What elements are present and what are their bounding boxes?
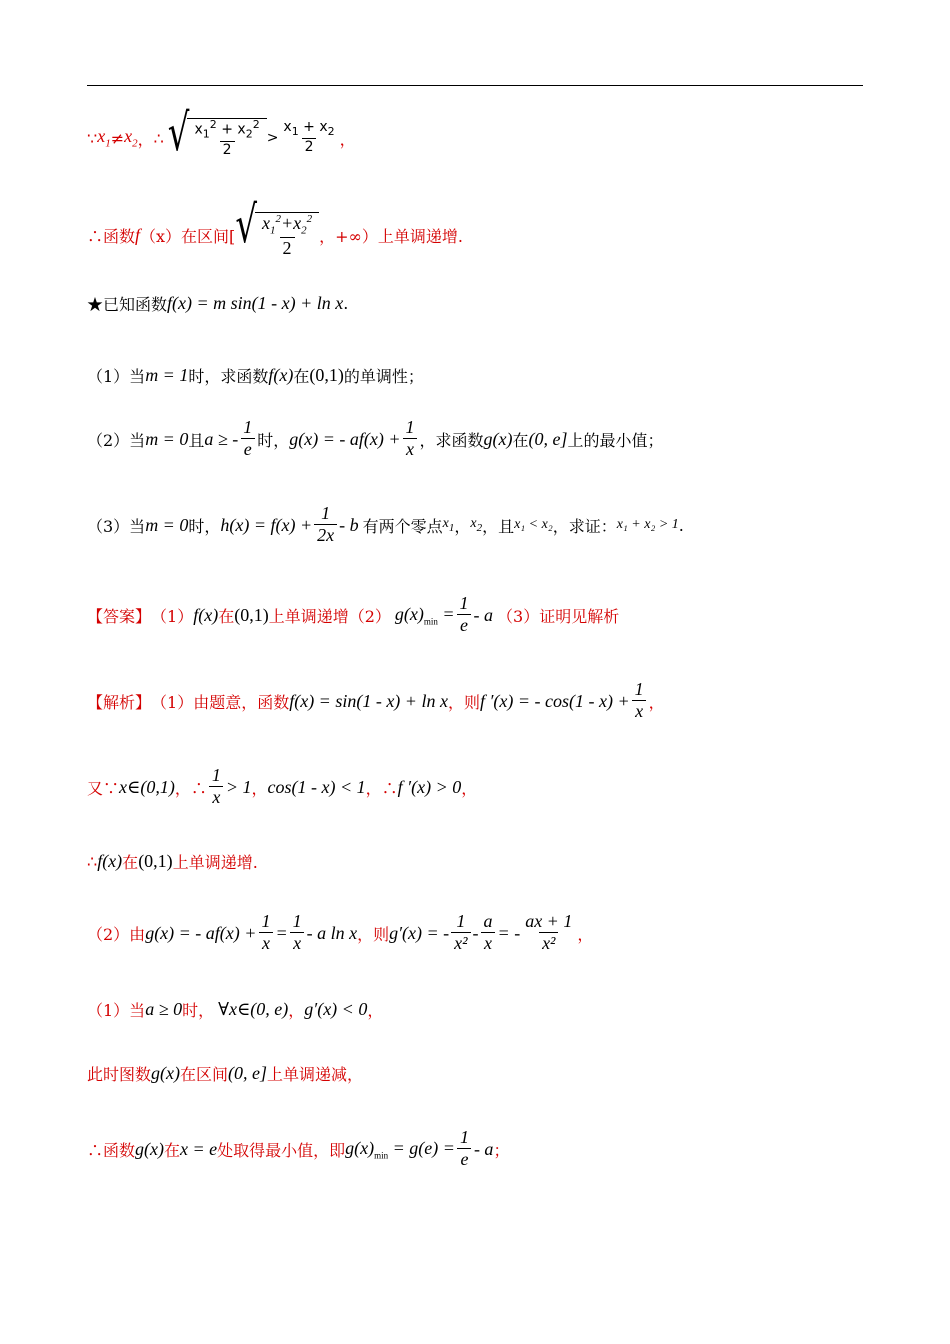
therefore-symbol: ∴ xyxy=(153,128,164,148)
interval: (0, e] xyxy=(228,1063,268,1083)
function-definition: f(x) = m sin(1 - x) + ln x xyxy=(167,293,344,313)
text: （x）在区间[ xyxy=(140,227,236,247)
text: 在 xyxy=(122,853,139,872)
order-condition: x₁ < x₂ xyxy=(514,517,553,533)
text: 上单调递减， xyxy=(267,1065,364,1084)
minus: - xyxy=(472,922,479,943)
text: 此时图数 xyxy=(87,1065,152,1084)
interval: (0, e] xyxy=(528,428,568,449)
forall-domain: ∀x∈(0, e) xyxy=(218,999,289,1019)
question-stem xyxy=(87,292,348,315)
condition: m = 0 xyxy=(145,514,189,535)
text: ★已知函数 xyxy=(87,295,168,314)
mean-fraction: $\frac{x_1 + x_2}{2}$ xyxy=(283,119,335,156)
solution-line-7 xyxy=(87,1128,509,1170)
g-definition: g(x) = - af(x) + xyxy=(289,428,401,449)
x1: $x_1$ xyxy=(97,126,111,150)
minus-a: - a xyxy=(473,604,494,625)
text: ， xyxy=(288,1001,305,1020)
answer-label: 【答案】 xyxy=(87,606,152,626)
equals: = - xyxy=(497,922,521,943)
text: 处取得最小值，即 xyxy=(217,1140,346,1160)
question-1 xyxy=(87,364,424,387)
text: 在 xyxy=(218,606,235,626)
solution-line-6 xyxy=(87,1062,363,1085)
text: （1）当 xyxy=(87,367,146,386)
text: 时， xyxy=(182,1001,215,1020)
text: ，求证： xyxy=(552,516,617,536)
comma: ， xyxy=(339,129,356,149)
text: . xyxy=(678,515,684,535)
text: ，+∞）上单调递增. xyxy=(319,227,463,247)
solution-line-5 xyxy=(87,998,383,1021)
text: ，则 xyxy=(447,692,480,712)
answer-line xyxy=(87,594,619,636)
text: 时， xyxy=(188,516,221,536)
text: （1）由题意，函数 xyxy=(151,692,290,712)
fraction: $\frac{1}{x}$ xyxy=(403,418,418,460)
solution-label: 【解析】 xyxy=(87,692,152,712)
cos-inequality: cos(1 - x) < 1 xyxy=(267,776,366,797)
text: 在 xyxy=(512,430,529,450)
condition: x = e xyxy=(180,1138,218,1159)
text: ， xyxy=(461,778,478,798)
condition: m = 1 xyxy=(145,365,189,385)
text: （2）当 xyxy=(87,430,146,450)
condition: a ≥ 0 xyxy=(145,999,183,1019)
domain: x∈(0,1) xyxy=(119,776,175,797)
text: 且 xyxy=(188,430,205,450)
text: 上单调递增（2） xyxy=(268,606,391,626)
g-min: $g(x)_{min} = g(e)$ = xyxy=(345,1137,455,1161)
text: 在 xyxy=(293,367,310,386)
fraction: $\frac{ax + 1}{\text{x²}}$ xyxy=(525,911,573,953)
function: f(x) xyxy=(268,365,294,385)
text: ∴ xyxy=(87,852,98,871)
inequality: > 1 xyxy=(225,776,252,797)
function: g(x) xyxy=(483,428,513,449)
text: 有两个零点 xyxy=(362,516,443,536)
derivative-negative: g′(x) < 0 xyxy=(304,999,368,1019)
text: 时，求函数 xyxy=(188,367,269,386)
text: . xyxy=(343,294,349,313)
text: ， xyxy=(454,516,471,536)
f-symbol: f xyxy=(135,225,141,246)
derivative: g′(x) = - xyxy=(389,922,450,943)
function: f(x) xyxy=(97,851,123,871)
text: 上单调递增. xyxy=(172,853,258,872)
x2: $x_2$ xyxy=(124,126,138,150)
function: g(x) xyxy=(135,1138,164,1159)
solution-line-2 xyxy=(87,766,477,808)
derivative-positive: f ′(x) > 0 xyxy=(397,776,462,797)
g-definition: g(x) = - af(x) + xyxy=(145,922,257,943)
solution-line-4 xyxy=(87,912,593,954)
text: ，且 xyxy=(482,516,515,536)
text: 在 xyxy=(164,1140,181,1160)
text: ； xyxy=(493,1140,510,1160)
text: （1） xyxy=(151,606,194,626)
text: （3）证明见解析 xyxy=(497,606,620,626)
condition: m = 0 xyxy=(145,428,189,449)
minus-b: - b xyxy=(339,514,359,535)
interval: (0,1) xyxy=(309,365,344,385)
text: 上的最小值； xyxy=(567,430,664,450)
text: 时， xyxy=(257,430,290,450)
line-distinct-roots xyxy=(87,103,356,164)
because-symbol: ∵ xyxy=(87,128,98,148)
g-min: $g(x)_{min}$ = xyxy=(394,603,455,627)
text: ∴函数 xyxy=(87,1140,136,1160)
minus-a: - a xyxy=(473,1138,494,1159)
text: 又∵ xyxy=(87,778,120,798)
fraction: $\frac{1}{x}$ xyxy=(290,912,305,954)
header-rule xyxy=(87,85,863,86)
solution-line-3 xyxy=(87,850,258,873)
text: ，∴ xyxy=(365,778,398,798)
text: （3）当 xyxy=(87,516,146,536)
text: ，求函数 xyxy=(419,430,484,450)
text: ， xyxy=(577,924,594,944)
interval: (0,1) xyxy=(138,851,173,871)
text: ，则 xyxy=(357,924,390,944)
line-increasing-interval xyxy=(87,195,463,259)
sqrt-expression: √ $\frac{x_1^2+x_2^2}{2}$ xyxy=(235,212,319,259)
function: f(x) = sin(1 - x) + ln x xyxy=(289,690,448,711)
conclusion: x₁ + x₂ > 1 xyxy=(616,517,679,533)
equals: = xyxy=(275,922,288,943)
function: g(x) xyxy=(151,1063,180,1083)
fraction: $\frac{a}{x}$ xyxy=(481,912,496,954)
ln-term: - a ln x xyxy=(306,922,358,943)
neq-symbol: ≠ xyxy=(110,128,125,148)
x1: $x_1$ xyxy=(442,516,455,535)
text: 的单调性； xyxy=(343,367,424,386)
derivative: f ′(x) = - cos(1 - x) + xyxy=(479,690,630,711)
text: ， xyxy=(251,778,268,798)
separator: ， xyxy=(137,129,154,149)
fraction: $\frac{1}{x}$ xyxy=(632,680,647,722)
fraction: $\frac{1}{e}$ xyxy=(240,418,255,460)
fraction: $\frac{1}{e}$ xyxy=(457,594,472,636)
question-3 xyxy=(87,504,684,546)
text: ，∴ xyxy=(174,778,207,798)
h-definition: h(x) = f(x) + xyxy=(220,514,313,535)
question-2 xyxy=(87,418,664,460)
gt-symbol: > xyxy=(266,130,279,147)
text: 在区间 xyxy=(180,1065,229,1084)
sqrt-expression: √ $\frac{x_1^2 + x_2^2}{2}$ xyxy=(168,118,267,158)
fraction: $\frac{1}{x}$ xyxy=(258,912,273,954)
text: ∴函数 xyxy=(87,227,136,247)
text: （2）由 xyxy=(87,924,146,944)
fraction: $\frac{1}{x}$ xyxy=(209,766,224,808)
condition-a: a ≥ - xyxy=(204,428,239,449)
fraction: $\frac{1}{\text{x²}}$ xyxy=(451,912,470,954)
fraction: $\frac{1}{2x}$ xyxy=(314,504,337,546)
x2: $x_2$ xyxy=(470,516,483,535)
fraction: $\frac{1}{e}$ xyxy=(457,1128,472,1170)
function: f(x) xyxy=(193,604,219,625)
text: ， xyxy=(648,692,665,712)
solution-line-1 xyxy=(87,680,665,722)
interval: (0,1) xyxy=(234,604,269,625)
text: ， xyxy=(367,1001,384,1020)
text: （1）当 xyxy=(87,1001,146,1020)
